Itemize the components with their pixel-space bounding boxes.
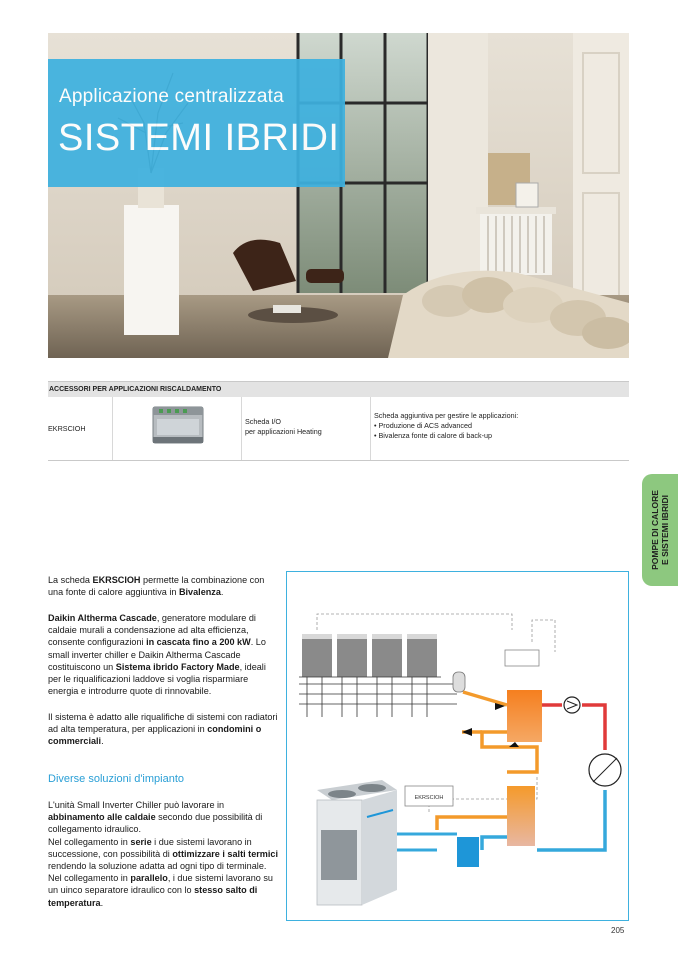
boiler-modules <box>299 634 465 717</box>
tab-line: E SISTEMI IBRIDI <box>660 495 670 565</box>
accessories-table <box>48 381 629 461</box>
page-subtitle: Applicazione centralizzata <box>59 86 284 107</box>
title-banner <box>48 59 345 187</box>
page-number: 205 <box>611 926 625 935</box>
list-item: • Produzione di ACS advanced <box>374 421 629 431</box>
product-description <box>241 397 369 460</box>
table-heading: ACCESSORI PER APPLICAZIONI RISCALDAMENTO <box>48 381 629 397</box>
controller-label: EKRSCIOH <box>414 795 444 801</box>
table-row <box>48 397 629 461</box>
hydraulic-schematic <box>287 572 627 919</box>
paragraph-solutions: L'unità Small Inverter Chiller può lavorare in abbinamento alle caldaie secondo due possibilità di collegamento idraulico. Nel collegamento in serie i due sistemi lavorano in successione, con possibilità di ottimizzare i salti termici rendendo la soluzione adatta ad ogni tipo di terminale. Nel collegamento in parallelo, i due sistemi lavorano su un uinco separatore idraulico con lo stesso salto di temperatura. <box>48 800 278 908</box>
product-applications <box>370 397 629 460</box>
io-board-icon <box>113 397 241 460</box>
section-heading: Diverse soluzioni d'impianto <box>48 773 184 785</box>
page-title: SISTEMI IBRIDI <box>58 117 340 159</box>
product-image <box>112 397 241 460</box>
chiller-unit <box>317 780 397 905</box>
applications-title: Scheda aggiuntiva per gestire le applicazioni: <box>374 411 519 420</box>
paragraph-intro: La scheda EKRSCIOH permette la combinazione con una fonte di calore aggiuntiva in Bivalenza. <box>48 575 265 598</box>
paragraph-cascade: Daikin Altherma Cascade, generatore modulare di caldaie murali a condensazione ad alta efficienza, consente configurazioni in cascata fino a 200 kW. Lo small inverter chiller e Daikin Altherma Cascade costituiscono un Sistema ibrido Factory Made, ideali per le riqualificazioni laddove si voglia risparmiare energia e introdurre quote di rinnovabile. <box>48 613 266 697</box>
hydraulic-diagram <box>286 571 629 921</box>
section-tab[interactable] <box>642 474 678 586</box>
section-tab-label <box>650 490 670 570</box>
applications-list <box>374 421 629 441</box>
tab-line: POMPE DI CALORE <box>650 490 660 570</box>
description-line: per applicazioni Heating <box>245 427 322 436</box>
product-code: EKRSCIOH <box>48 424 86 433</box>
paragraph-application: Il sistema è adatto alle riqualifiche di sistemi con radiatori ad alta temperatura, per applicazioni in condomini o commerciali. <box>48 712 278 747</box>
list-item: • Bivalenza fonte di calore di back-up <box>374 431 629 441</box>
description-line: Scheda I/O <box>245 417 281 426</box>
